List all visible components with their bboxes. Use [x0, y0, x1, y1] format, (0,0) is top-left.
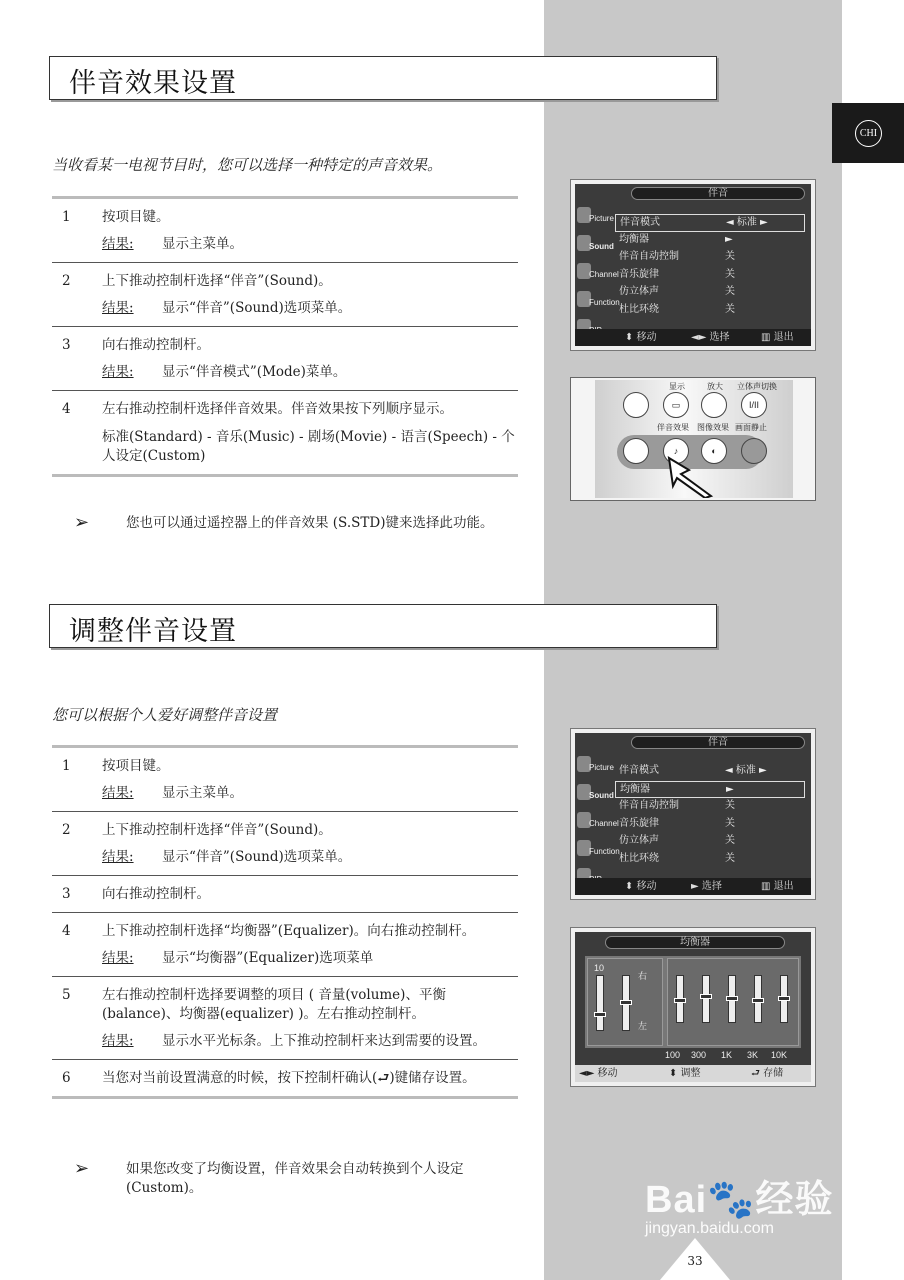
result-label: 结果:: [102, 1033, 134, 1049]
page-number: 33: [687, 1254, 703, 1268]
watermark-brand: Bai🐾经验: [645, 1179, 834, 1221]
step-number: 4: [62, 923, 71, 939]
menu-row: 杜比环绕 关: [619, 303, 735, 315]
step-text: 按项目键。: [102, 758, 170, 774]
channel-icon: Channel: [575, 260, 615, 288]
balance-right-label: 右: [638, 971, 648, 981]
footer-exit: ▥ 退出: [761, 881, 794, 892]
pointer-arrow-icon: [667, 456, 717, 498]
step-text: 上下推动控制杆选择“均衡器”(Equalizer)。向右推动控制杆。: [102, 923, 476, 939]
balance-slider: [622, 975, 630, 1031]
freq-300: 300: [691, 1050, 707, 1060]
function-icon: Function: [575, 288, 615, 316]
picture-icon: Picture: [575, 753, 615, 781]
menu-header: 伴音: [631, 736, 805, 749]
menu-side-icons: [575, 753, 620, 893]
menu-row: 伴音自动控制 关: [619, 800, 735, 811]
eq-band-300: [702, 975, 710, 1023]
eq-bands-panel: [667, 958, 799, 1046]
sound-icon: Sound: [575, 232, 615, 260]
step-result: [102, 848, 518, 867]
result-text: 显示主菜单。: [162, 236, 243, 252]
footer-select: ► 选择: [691, 881, 722, 892]
step: [52, 977, 518, 1060]
section1-steps: [52, 196, 518, 477]
step-number: 2: [62, 273, 71, 289]
step-text: 向右推动控制杆。: [102, 886, 210, 902]
step-result: [102, 363, 518, 382]
zoom-button: [701, 392, 727, 418]
step-text: 左右推动控制杆选择要调整的项目 ( 音量(volume)、平衡(balance)、均衡器(equalizer) )。左右推动控制杆。: [102, 987, 446, 1022]
sound-effect-button: ♪: [663, 438, 689, 464]
remote-label-picture-effect: 图像效果: [697, 423, 729, 432]
menu-row: 伴音模式 ◄ 标准 ►: [619, 765, 767, 776]
step-number: 6: [62, 1070, 71, 1086]
sound-menu-screen-2: [570, 728, 816, 900]
step: [52, 876, 518, 913]
equalizer-screen: [570, 927, 816, 1087]
remote-button: [623, 392, 649, 418]
result-label: 结果:: [102, 785, 134, 801]
footer-move: ◄► 移动: [579, 1068, 618, 1079]
result-text: 显示“伴音”(Sound)选项菜单。: [162, 300, 352, 316]
note-text: 如果您改变了均衡设置，伴音效果会自动转换到个人设定(Custom)。: [126, 1161, 464, 1196]
sound-mode-sequence: 标准(Standard) - 音乐(Music) - 剧场(Movie) - 语言(Speech) - 个人设定(Custom): [102, 429, 515, 464]
menu-row: 仿立体声 关: [619, 286, 735, 297]
note-arrow-icon: ➢: [74, 512, 90, 533]
channel-icon: Channel: [575, 809, 615, 837]
watermark-url: jingyan.baidu.com: [645, 1220, 774, 1237]
footer-move: ⬍ 移动: [625, 881, 657, 892]
step-text: 向右推动控制杆。: [102, 337, 210, 353]
step: [52, 748, 518, 812]
step-text: 上下推动控制杆选择“伴音”(Sound)。: [102, 822, 332, 838]
menu-row: 均衡器 ►: [615, 781, 805, 799]
eq-band-100: [676, 975, 684, 1023]
menu-row: 均衡器 ►: [619, 233, 733, 245]
function-icon: Function: [575, 837, 615, 865]
section1-title: 伴音效果设置: [69, 68, 237, 99]
menu-row: 伴音模式 ◄ 标准 ►: [615, 214, 805, 232]
step-text: 左右推动控制杆选择伴音效果。伴音效果按下列顺序显示。: [102, 401, 453, 417]
menu-footer: [575, 878, 811, 895]
step-text: 当您对当前设置满意的时候，按下控制杆确认(⮐)键储存设置。: [102, 1070, 476, 1086]
step: [52, 913, 518, 977]
result-text: 显示水平光标条。上下推动控制杆来达到需要的设置。: [162, 1033, 486, 1049]
menu-row: 音乐旋律 关: [619, 268, 735, 280]
step: [52, 263, 518, 327]
menu-row: 仿立体声 关: [619, 835, 735, 846]
remote-control-panel: [570, 377, 816, 501]
result-label: 结果:: [102, 849, 134, 865]
result-text: 显示“伴音模式”(Mode)菜单。: [162, 364, 347, 380]
step: [52, 327, 518, 391]
menu-rows: [615, 763, 805, 868]
footer-exit: ▥ 退出: [761, 332, 794, 343]
result-label: 结果:: [102, 236, 134, 252]
step-number: 3: [62, 337, 71, 353]
result-label: 结果:: [102, 950, 134, 966]
freq-1k: 1K: [721, 1050, 733, 1060]
step-text: 上下推动控制杆选择“伴音”(Sound)。: [102, 273, 332, 289]
footer-move: ⬍ 移动: [625, 332, 657, 343]
freq-100: 100: [665, 1050, 681, 1060]
step-number: 3: [62, 886, 71, 902]
still-button: [741, 438, 767, 464]
menu-row: 伴音自动控制 关: [619, 251, 735, 262]
step-result: [102, 784, 518, 803]
result-label: 结果:: [102, 300, 134, 316]
step-result: [102, 299, 518, 318]
section1-note: [74, 514, 524, 533]
baidu-watermark: [645, 1148, 855, 1248]
equalizer-footer: [575, 1065, 811, 1082]
menu-side-icons: [575, 204, 620, 344]
eq-band-10k: [780, 975, 788, 1023]
footer-adjust: ⬍ 调整: [669, 1068, 701, 1079]
section2-intro: 您可以根据个人爱好调整伴音设置: [52, 706, 278, 724]
result-text: 显示主菜单。: [162, 785, 243, 801]
step-number: 1: [62, 209, 71, 225]
volume-level-label: 10: [594, 963, 605, 973]
step: [52, 391, 518, 474]
result-text: 显示“伴音”(Sound)选项菜单。: [162, 849, 352, 865]
step-text: 按项目键。: [102, 209, 170, 225]
step-number: 5: [62, 987, 71, 1003]
step-number: 4: [62, 401, 71, 417]
volume-balance-panel: [587, 958, 663, 1046]
step-result: [102, 949, 518, 968]
note-text: 您也可以通过遥控器上的伴音效果 (S.STD)键来选择此功能。: [126, 515, 494, 531]
remote-button: [623, 438, 649, 464]
step-result: [102, 235, 518, 254]
result-label: 结果:: [102, 364, 134, 380]
section2-title: 调整伴音设置: [69, 616, 237, 647]
step: [52, 199, 518, 263]
footer-select: ◄► 选择: [691, 332, 730, 343]
equalizer-header: 均衡器: [605, 936, 785, 949]
remote-label-zoom: 放大: [707, 382, 723, 391]
sound-menu-screen-1: [570, 179, 816, 351]
menu-row: 杜比环绕 关: [619, 852, 735, 864]
display-button: ▭: [663, 392, 689, 418]
picture-icon: Picture: [575, 204, 615, 232]
freq-3k: 3K: [747, 1050, 759, 1060]
balance-left-label: 左: [638, 1021, 648, 1031]
picture-effect-button: ◐: [701, 438, 727, 464]
menu-rows: [615, 214, 805, 319]
menu-header: 伴音: [631, 187, 805, 200]
remote-label-display: 显示: [669, 382, 685, 391]
result-text: 显示“均衡器”(Equalizer)选项菜单: [162, 950, 374, 966]
remote-label-stereo: 立体声切换: [737, 382, 777, 391]
step-number: 2: [62, 822, 71, 838]
step-number: 1: [62, 758, 71, 774]
step: [52, 812, 518, 876]
section2-steps: [52, 745, 518, 1099]
page-number-marker: [660, 1238, 730, 1280]
freq-10k: 10K: [771, 1050, 788, 1060]
chi-badge: CHI: [855, 120, 882, 147]
stereo-button: I/II: [741, 392, 767, 418]
section1-intro: 当收看某一电视节目时，您可以选择一种特定的声音效果。: [52, 156, 443, 174]
remote-label-still: 画面静止: [735, 423, 767, 432]
sound-icon: Sound: [575, 781, 615, 809]
volume-slider: [596, 975, 604, 1031]
section1-title-box: [49, 56, 717, 100]
menu-row: 音乐旋律 关: [619, 817, 735, 829]
footer-store: ⮐ 存储: [751, 1068, 784, 1079]
section2-note: [74, 1160, 524, 1198]
section2-title-box: [49, 604, 717, 648]
eq-band-3k: [754, 975, 762, 1023]
remote-label-sound-effect: 伴音效果: [657, 423, 689, 432]
eq-band-1k: [728, 975, 736, 1023]
note-arrow-icon: ➢: [74, 1158, 90, 1179]
step-result: [102, 1032, 518, 1051]
step: [52, 1060, 518, 1096]
menu-footer: [575, 329, 811, 346]
